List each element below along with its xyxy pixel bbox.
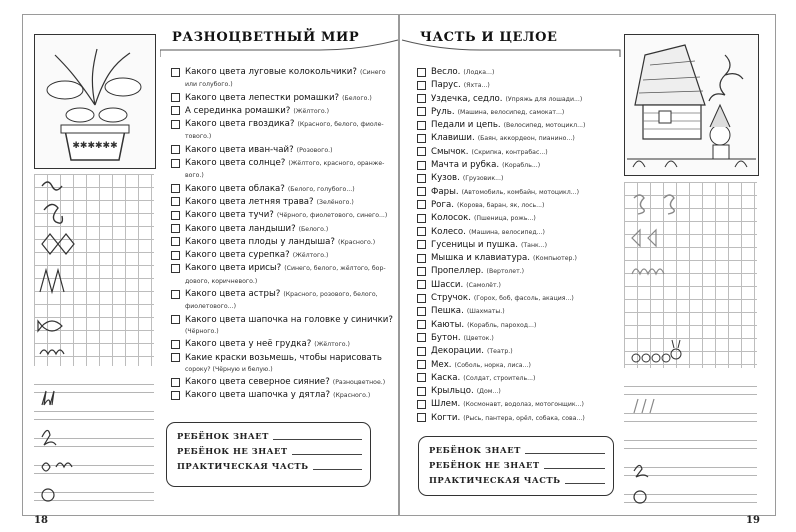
question-text: Какого цвета облака? xyxy=(185,183,285,194)
answer-hint-continued: фиолетового...) xyxy=(185,303,237,311)
answer-hint: (Горох, боб, фасоль, акация...) xyxy=(473,295,574,303)
answer-hint: (Белого, голубого...) xyxy=(287,185,355,193)
question-item xyxy=(417,66,622,79)
right-title-arc xyxy=(400,36,622,58)
answer-checkbox[interactable] xyxy=(171,353,180,362)
question-text: Бутон. xyxy=(431,332,461,343)
answer-checkbox[interactable] xyxy=(417,161,426,170)
question-text: Мышка и клавиатура. xyxy=(431,253,530,264)
answer-hint: (Жёлтого, красного, оранже- xyxy=(288,160,385,168)
question-text: Какого цвета у неё грудка? xyxy=(185,339,312,350)
answer-checkbox[interactable] xyxy=(417,294,426,303)
answer-hint: (Жёлтого.) xyxy=(314,341,350,349)
question-item xyxy=(417,305,622,318)
question-item xyxy=(171,249,393,262)
question-item xyxy=(171,105,393,118)
answer-hint: (Велосипед, мотоцикл...) xyxy=(503,122,586,130)
answer-checkbox[interactable] xyxy=(417,400,426,409)
answer-checkbox[interactable] xyxy=(171,106,180,115)
answer-checkbox[interactable] xyxy=(417,347,426,356)
answer-checkbox[interactable] xyxy=(171,391,180,400)
answer-hint-continued: дового, коричневого.) xyxy=(185,277,258,285)
answer-hint: (Театр.) xyxy=(486,348,513,356)
question-text: Руль. xyxy=(431,106,455,117)
question-text: Педали и цепь. xyxy=(431,120,501,131)
left-page-number: 18 xyxy=(34,515,48,526)
question-text: Уздечка, седло. xyxy=(431,93,503,104)
question-text: Какого цвета ирисы? xyxy=(185,263,282,274)
right-handwriting-lines xyxy=(624,377,757,507)
question-text: Гусеницы и пушка. xyxy=(431,239,518,250)
answer-hint: (Синего, белого, жёлтого, бор- xyxy=(284,265,386,273)
right-question-list xyxy=(417,66,622,425)
answer-checkbox[interactable] xyxy=(417,200,426,209)
left-copybook-grid xyxy=(34,174,154,366)
svg-text:✱✱✱✱✱✱: ✱✱✱✱✱✱ xyxy=(72,141,118,151)
question-item xyxy=(417,212,622,225)
answer-checkbox[interactable] xyxy=(417,333,426,342)
answer-hint: (Лодка...) xyxy=(463,69,495,76)
left-page-title: РАЗНОЦВЕТНЫЙ МИР xyxy=(172,30,360,45)
answer-hint: (Корабль, пароход...) xyxy=(467,321,537,329)
answer-hint: (Красного, белого, фиоле- xyxy=(297,121,384,129)
flower-pot-illustration xyxy=(34,34,156,169)
question-item xyxy=(417,172,622,185)
question-text: Какого цвета лепестки ромашки? xyxy=(185,92,340,103)
question-item xyxy=(417,199,622,212)
question-text: Шасси. xyxy=(431,279,464,290)
answer-hint: (Космонавт, водолаз, мотогонщик...) xyxy=(463,401,584,409)
question-item xyxy=(417,265,622,278)
question-text: Каюты. xyxy=(431,319,465,330)
question-item xyxy=(417,106,622,119)
answer-checkbox[interactable] xyxy=(417,320,426,329)
question-item xyxy=(171,288,393,314)
answer-checkbox[interactable] xyxy=(171,159,180,168)
question-text: Какого цвета солнце? xyxy=(185,158,286,169)
question-text: Смычок. xyxy=(431,146,469,157)
answer-checkbox[interactable] xyxy=(417,81,426,90)
answer-checkbox[interactable] xyxy=(417,413,426,422)
question-item xyxy=(417,372,622,385)
question-item xyxy=(417,146,622,159)
answer-checkbox[interactable] xyxy=(417,107,426,116)
question-text: Какого цвета тучи? xyxy=(185,210,274,221)
answer-hint: (Белого.) xyxy=(342,94,372,102)
question-item xyxy=(417,345,622,358)
question-item xyxy=(417,252,622,265)
question-text: Декорации. xyxy=(431,346,484,357)
question-text: Весло. xyxy=(431,67,461,77)
question-text: Каска. xyxy=(431,372,461,383)
answer-checkbox[interactable] xyxy=(171,145,180,154)
question-item xyxy=(417,226,622,239)
left-handwriting-lines xyxy=(34,375,154,505)
hut-and-gnome-illustration xyxy=(624,34,759,176)
question-text: Какие краски возьмешь, чтобы нарисовать xyxy=(185,352,382,363)
answer-hint: (Корабль...) xyxy=(502,162,541,170)
question-item xyxy=(171,92,393,105)
question-text: Парус. xyxy=(431,80,461,91)
right-page-number: 19 xyxy=(746,515,760,526)
question-text: Какого цвета луговые колокольчики? xyxy=(185,67,357,77)
answer-checkbox[interactable] xyxy=(417,134,426,143)
question-item xyxy=(417,292,622,305)
question-item xyxy=(171,236,393,249)
answer-checkbox[interactable] xyxy=(417,147,426,156)
answer-checkbox[interactable] xyxy=(417,68,426,77)
answer-hint: (Пшеница, рожь...) xyxy=(474,215,536,223)
knows-row: РЕБЁНОК ЗНАЕТ xyxy=(177,429,362,444)
answer-checkbox[interactable] xyxy=(171,378,180,387)
question-text: Крыльцо. xyxy=(431,386,474,397)
answer-hint: (Красного.) xyxy=(337,238,376,246)
answer-checkbox[interactable] xyxy=(417,174,426,183)
answer-hint: (Баян, аккордеон, пианино...) xyxy=(477,135,575,143)
question-item xyxy=(417,385,622,398)
answer-checkbox[interactable] xyxy=(171,264,180,273)
question-item xyxy=(417,398,622,411)
answer-hint: (Машина, велосипед...) xyxy=(468,228,545,236)
answer-checkbox[interactable] xyxy=(417,280,426,289)
answer-hint-continued: или голубого.) xyxy=(185,81,233,89)
question-text: Какого цвета северное сияние? xyxy=(185,377,330,388)
question-item xyxy=(417,239,622,252)
answer-hint: (Танк...) xyxy=(520,241,548,249)
answer-checkbox[interactable] xyxy=(417,387,426,396)
answer-checkbox[interactable] xyxy=(417,214,426,223)
left-knows-box xyxy=(166,422,371,487)
answer-hint: (Компьютер.) xyxy=(532,255,577,263)
question-text: Клавиши. xyxy=(431,133,475,144)
question-text: Какого цвета летняя трава? xyxy=(185,196,314,207)
question-item xyxy=(171,209,393,222)
question-item xyxy=(417,119,622,132)
right-knows-box xyxy=(418,436,614,496)
answer-hint: (Красного.) xyxy=(333,392,371,400)
answer-checkbox[interactable] xyxy=(417,360,426,369)
answer-hint: (Автомобиль, комбайн, мотоцикл...) xyxy=(461,188,580,196)
question-item xyxy=(171,352,393,377)
answer-hint-continued: сороку? (Чёрную и белую.) xyxy=(185,365,273,373)
question-text: Рога. xyxy=(431,199,454,210)
question-text: Мачта и рубка. xyxy=(431,160,500,171)
question-text: Кузов. xyxy=(431,173,460,184)
right-page-title: ЧАСТЬ И ЦЕЛОЕ xyxy=(420,30,558,45)
left-question-list xyxy=(171,66,393,403)
answer-hint: (Корова, баран, як, лось...) xyxy=(456,201,545,209)
answer-checkbox[interactable] xyxy=(171,68,180,77)
question-text: Колосок. xyxy=(431,213,472,224)
answer-checkbox[interactable] xyxy=(171,251,180,260)
left-title-arc xyxy=(160,36,400,58)
answer-checkbox[interactable] xyxy=(417,187,426,196)
answer-hint: (Белого.) xyxy=(298,225,329,233)
answer-hint: (Машина, велосипед, самокат...) xyxy=(457,108,565,116)
question-text: Колесо. xyxy=(431,226,466,237)
question-item xyxy=(417,159,622,172)
question-item xyxy=(417,412,622,425)
question-item xyxy=(417,359,622,372)
answer-checkbox[interactable] xyxy=(171,211,180,220)
question-text: Какого цвета иван-чай? xyxy=(185,144,294,155)
question-item xyxy=(171,223,393,236)
right-copybook-grid xyxy=(624,182,757,368)
question-text: А серединка ромашки? xyxy=(185,105,291,116)
answer-checkbox[interactable] xyxy=(171,315,180,324)
practical-row: ПРАКТИЧЕСКАЯ ЧАСТЬ xyxy=(177,459,362,474)
question-item xyxy=(417,93,622,106)
question-text: Какого цвета шапочка у дятла? xyxy=(185,390,331,401)
answer-hint: (Розового.) xyxy=(296,146,333,154)
question-item xyxy=(171,338,393,351)
question-text: Шлем. xyxy=(431,399,461,410)
question-item xyxy=(171,183,393,196)
answer-hint: (Дом...) xyxy=(476,388,501,396)
question-item xyxy=(417,319,622,332)
answer-checkbox[interactable] xyxy=(417,373,426,382)
question-item xyxy=(171,66,393,92)
answer-hint: (Соболь, норка, лиса...) xyxy=(454,361,531,369)
answer-checkbox[interactable] xyxy=(171,93,180,102)
question-item xyxy=(171,144,393,157)
answer-checkbox[interactable] xyxy=(417,307,426,316)
question-text: Мех. xyxy=(431,359,452,370)
question-item xyxy=(171,389,393,402)
answer-checkbox[interactable] xyxy=(171,184,180,193)
answer-hint: (Солдат, строитель...) xyxy=(463,374,536,382)
answer-hint: (Рысь, пантера, орёл, собака, сова...) xyxy=(463,414,585,422)
answer-hint: (Вертолет.) xyxy=(486,268,525,276)
answer-hint: (Жёлтого.) xyxy=(292,252,329,260)
question-item xyxy=(417,132,622,145)
question-text: Пешка. xyxy=(431,306,464,317)
question-text: Пропеллер. xyxy=(431,266,484,277)
answer-hint: (Синего xyxy=(359,69,386,76)
question-text: Фары. xyxy=(431,186,459,197)
question-item xyxy=(417,186,622,199)
answer-checkbox[interactable] xyxy=(171,237,180,246)
question-item xyxy=(171,314,393,339)
answer-checkbox[interactable] xyxy=(417,94,426,103)
question-text: Стручок. xyxy=(431,293,471,304)
question-text: Какого цвета шапочка на головке у синички? xyxy=(185,314,393,325)
answer-checkbox[interactable] xyxy=(171,224,180,233)
answer-hint: (Яхта...) xyxy=(463,82,490,90)
answer-hint: (Шахматы.) xyxy=(466,308,505,316)
question-item xyxy=(417,332,622,345)
question-text: Когти. xyxy=(431,412,461,423)
answer-checkbox[interactable] xyxy=(417,227,426,236)
question-item xyxy=(171,262,393,288)
not-knows-row: РЕБЁНОК НЕ ЗНАЕТ xyxy=(429,458,605,473)
question-item xyxy=(171,157,393,183)
answer-hint: (Жёлтого.) xyxy=(293,107,330,115)
answer-checkbox[interactable] xyxy=(171,197,180,206)
answer-checkbox[interactable] xyxy=(417,254,426,263)
answer-hint: (Красного, розового, белого, xyxy=(283,291,378,299)
question-item xyxy=(417,279,622,292)
answer-checkbox[interactable] xyxy=(171,340,180,349)
question-text: Какого цвета ландыши? xyxy=(185,223,296,234)
answer-hint: (Разноцветное.) xyxy=(332,379,386,387)
question-item xyxy=(171,376,393,389)
answer-checkbox[interactable] xyxy=(417,240,426,249)
answer-hint: (Упряжь для лошади...) xyxy=(505,95,583,103)
question-text: Какого цвета астры? xyxy=(185,289,281,300)
answer-hint: (Скрипка, контрабас...) xyxy=(471,148,548,156)
answer-checkbox[interactable] xyxy=(171,290,180,299)
knows-row: РЕБЁНОК ЗНАЕТ xyxy=(429,443,605,458)
practical-row: ПРАКТИЧЕСКАЯ ЧАСТЬ xyxy=(429,473,605,488)
not-knows-row: РЕБЁНОК НЕ ЗНАЕТ xyxy=(177,444,362,459)
question-item xyxy=(171,118,393,144)
question-text: Какого цвета плоды у ландыша? xyxy=(185,236,335,247)
answer-hint: (Цветок.) xyxy=(463,334,494,342)
answer-hint: (Зелёного.) xyxy=(316,198,354,206)
answer-checkbox[interactable] xyxy=(171,120,180,129)
question-item xyxy=(171,196,393,209)
answer-hint: (Самолёт.) xyxy=(466,281,501,289)
answer-hint: (Чёрного, фиолетового, синего...) xyxy=(276,212,388,220)
question-text: Какого цвета гвоздика? xyxy=(185,119,295,130)
answer-hint-continued: (Чёрного.) xyxy=(185,327,219,335)
answer-hint-continued: вого.) xyxy=(185,172,204,180)
question-text: Какого цвета сурепка? xyxy=(185,250,290,261)
answer-hint-continued: тового.) xyxy=(185,133,212,141)
answer-checkbox[interactable] xyxy=(417,267,426,276)
answer-checkbox[interactable] xyxy=(417,121,426,130)
question-item xyxy=(417,79,622,92)
answer-hint: (Грузовик...) xyxy=(462,175,504,183)
